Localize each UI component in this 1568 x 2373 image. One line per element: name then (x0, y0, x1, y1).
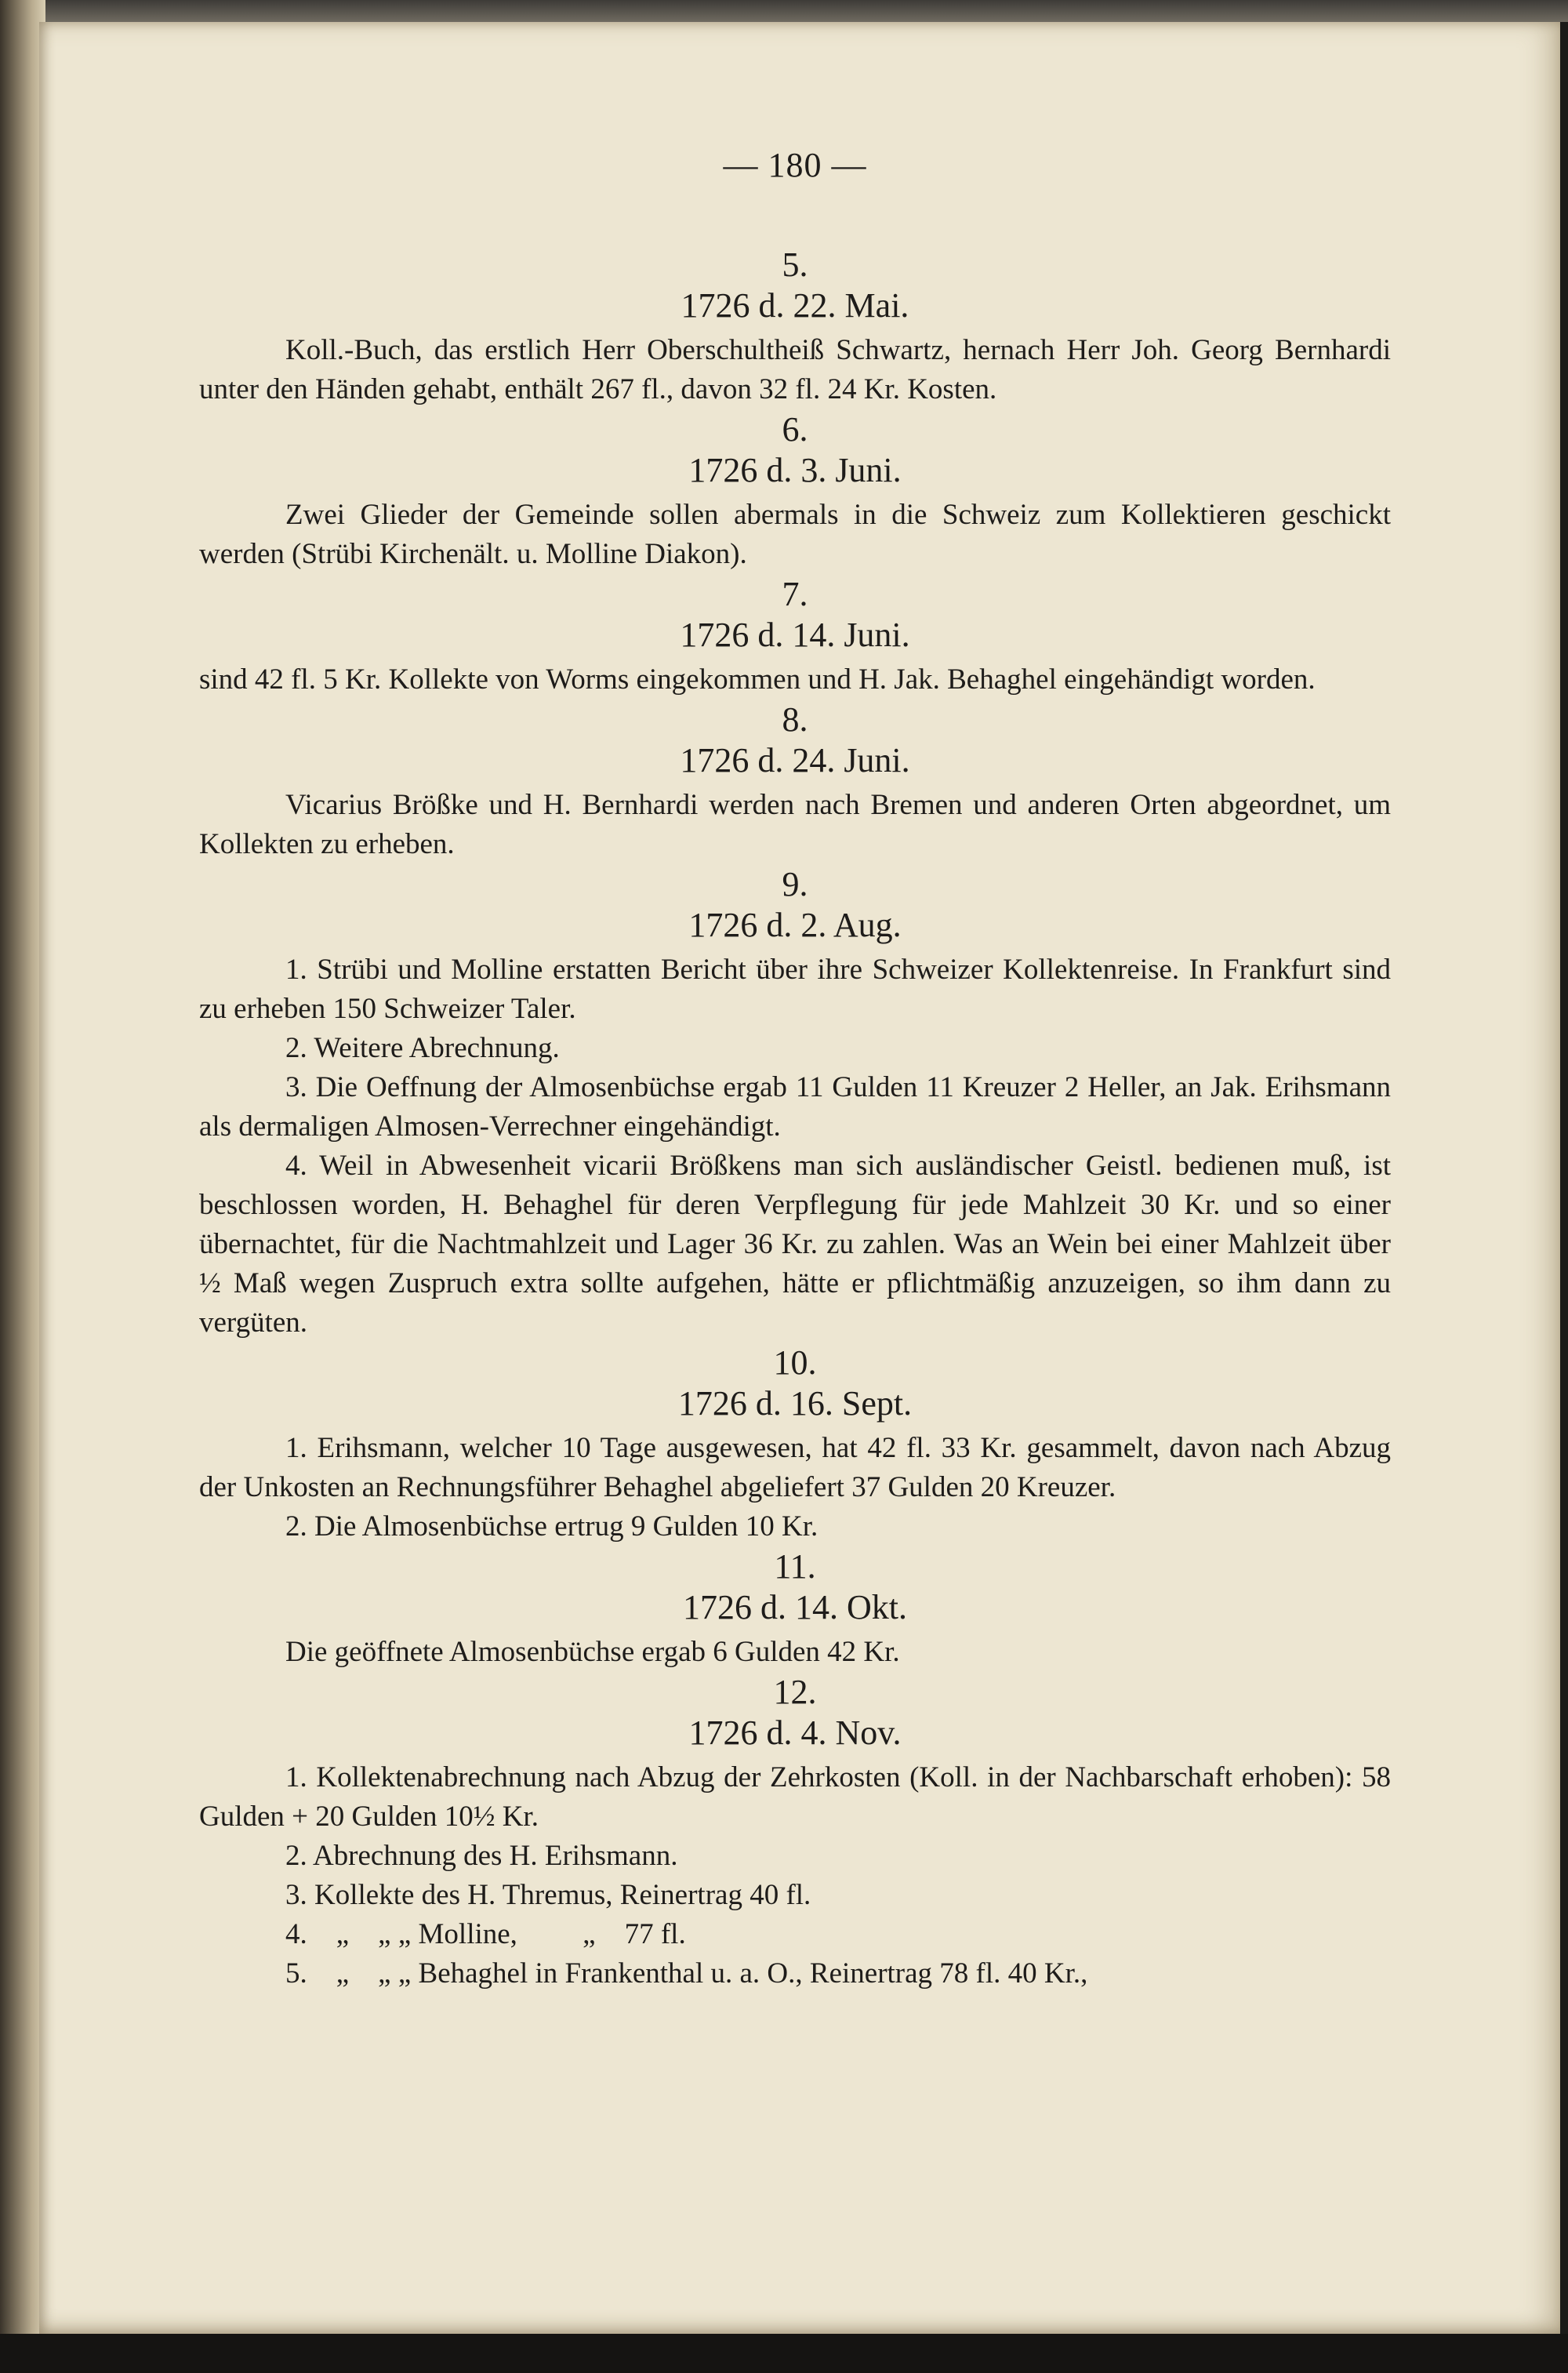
entry-paragraph: 3. Kollekte des H. Thremus, Reinertrag 40 fl. (285, 1879, 811, 1911)
entry-number: 12. (773, 1673, 817, 1711)
entry-number: 8. (782, 700, 808, 739)
entry-number: 6. (782, 410, 808, 449)
entry-7 (199, 576, 1391, 700)
page-number: — 180 — (723, 146, 867, 184)
ditto-line: 4. „ „ „ Molline, „ 77 fl. (285, 1918, 686, 1950)
entry-6 (199, 411, 1391, 574)
entry-number: 11. (774, 1547, 816, 1586)
entry-paragraph: Zwei Glieder der Gemeinde sollen abermals in die Schweiz zum Kollektieren geschickt werden (Strübi Kirchenält. u. Molline Diakon). (199, 499, 1391, 570)
entry-paragraph: 3. Die Oeffnung der Almosenbüchse ergab 11 Gulden 11 Kreuzer 2 Heller, an Jak. Erihsmann als dermaligen Almosen-Verrechner eingehändigt. (199, 1071, 1391, 1143)
entry-date: 1726 d. 22. Mai. (681, 286, 909, 325)
entry-5 (199, 246, 1391, 409)
entry-date: 1726 d. 4. Nov. (688, 1713, 902, 1752)
ditto-line: 5. „ „ „ Behaghel in Frankenthal u. a. O., Reinertrag 78 fl. 40 Kr., (285, 1957, 1088, 1990)
entry-paragraph: 2. Abrechnung des H. Erihsmann. (285, 1840, 678, 1872)
entry-date: 1726 d. 16. Sept. (677, 1384, 913, 1423)
entry-9 (199, 866, 1391, 1343)
entry-paragraph: 1. Strübi und Molline erstatten Bericht über ihre Schweizer Kollektenreise. In Frankfurt sind zu erheben 150 Schweizer Taler. (199, 954, 1391, 1025)
entry-number: 10. (773, 1343, 817, 1382)
page-text (199, 146, 1391, 1993)
entry-paragraph: Vicarius Brößke und H. Bernhardi werden nach Bremen und anderen Orten abgeordnet, um Kollekten zu erheben. (199, 789, 1391, 860)
entry-number: 9. (782, 865, 808, 903)
entry-date: 1726 d. 14. Okt. (683, 1588, 907, 1626)
entry-8 (199, 701, 1391, 864)
entry-number: 5. (782, 245, 808, 284)
entry-paragraph: sind 42 fl. 5 Kr. Kollekte von Worms eingekommen und H. Jak. Behaghel eingehändigt worden. (199, 663, 1316, 696)
entry-paragraph: 4. Weil in Abwesenheit vicarii Brößkens man sich ausländischer Geistl. bedienen muß, ist beschlossen worden, H. Behaghel für deren Verpflegung für jede Mahlzeit 30 Kr. und so einer übernachtet, für die Nachtmahlzeit und Lager 36 Kr. zu zahlen. Was an Wein bei einer Mahlzeit über ½ Maß wegen Zuspruch extra sollte aufgehen, hätte er pflichtmäßig anzuzeigen, so ihm dann zu vergüten. (199, 1150, 1391, 1339)
entry-number: 7. (782, 575, 808, 613)
entry-paragraph: 2. Weitere Abrechnung. (285, 1032, 560, 1064)
entry-paragraph: 1. Kollektenabrechnung nach Abzug der Zehrkosten (Koll. in der Nachbarschaft erhoben): 58 Gulden + 20 Gulden 10½ Kr. (199, 1761, 1391, 1833)
entry-date: 1726 d. 24. Juni. (680, 741, 910, 779)
entry-10 (199, 1344, 1391, 1546)
entry-11 (199, 1548, 1391, 1672)
entry-date: 1726 d. 2. Aug. (688, 906, 902, 944)
scan-bottom-edge (0, 2334, 1568, 2373)
entry-paragraph: Koll.-Buch, das erstlich Herr Oberschultheiß Schwartz, hernach Herr Joh. Georg Bernhardi unter den Händen gehabt, enthält 267 fl., davon 32 fl. 24 Kr. Kosten. (199, 334, 1391, 405)
entry-12 (199, 1673, 1391, 1993)
scan-top-edge (0, 0, 1568, 22)
entry-paragraph: 1. Erihsmann, welcher 10 Tage ausgewesen, hat 42 fl. 33 Kr. gesammelt, davon nach Abzug der Unkosten an Rechnungsführer Behaghel abgeliefert 37 Gulden 20 Kreuzer. (199, 1432, 1391, 1503)
entry-paragraph: 2. Die Almosenbüchse ertrug 9 Gulden 10 Kr. (285, 1510, 818, 1543)
entry-date: 1726 d. 3. Juni. (688, 451, 902, 489)
entry-paragraph: Die geöffnete Almosenbüchse ergab 6 Gulden 42 Kr. (285, 1636, 900, 1668)
entry-date: 1726 d. 14. Juni. (680, 616, 910, 654)
